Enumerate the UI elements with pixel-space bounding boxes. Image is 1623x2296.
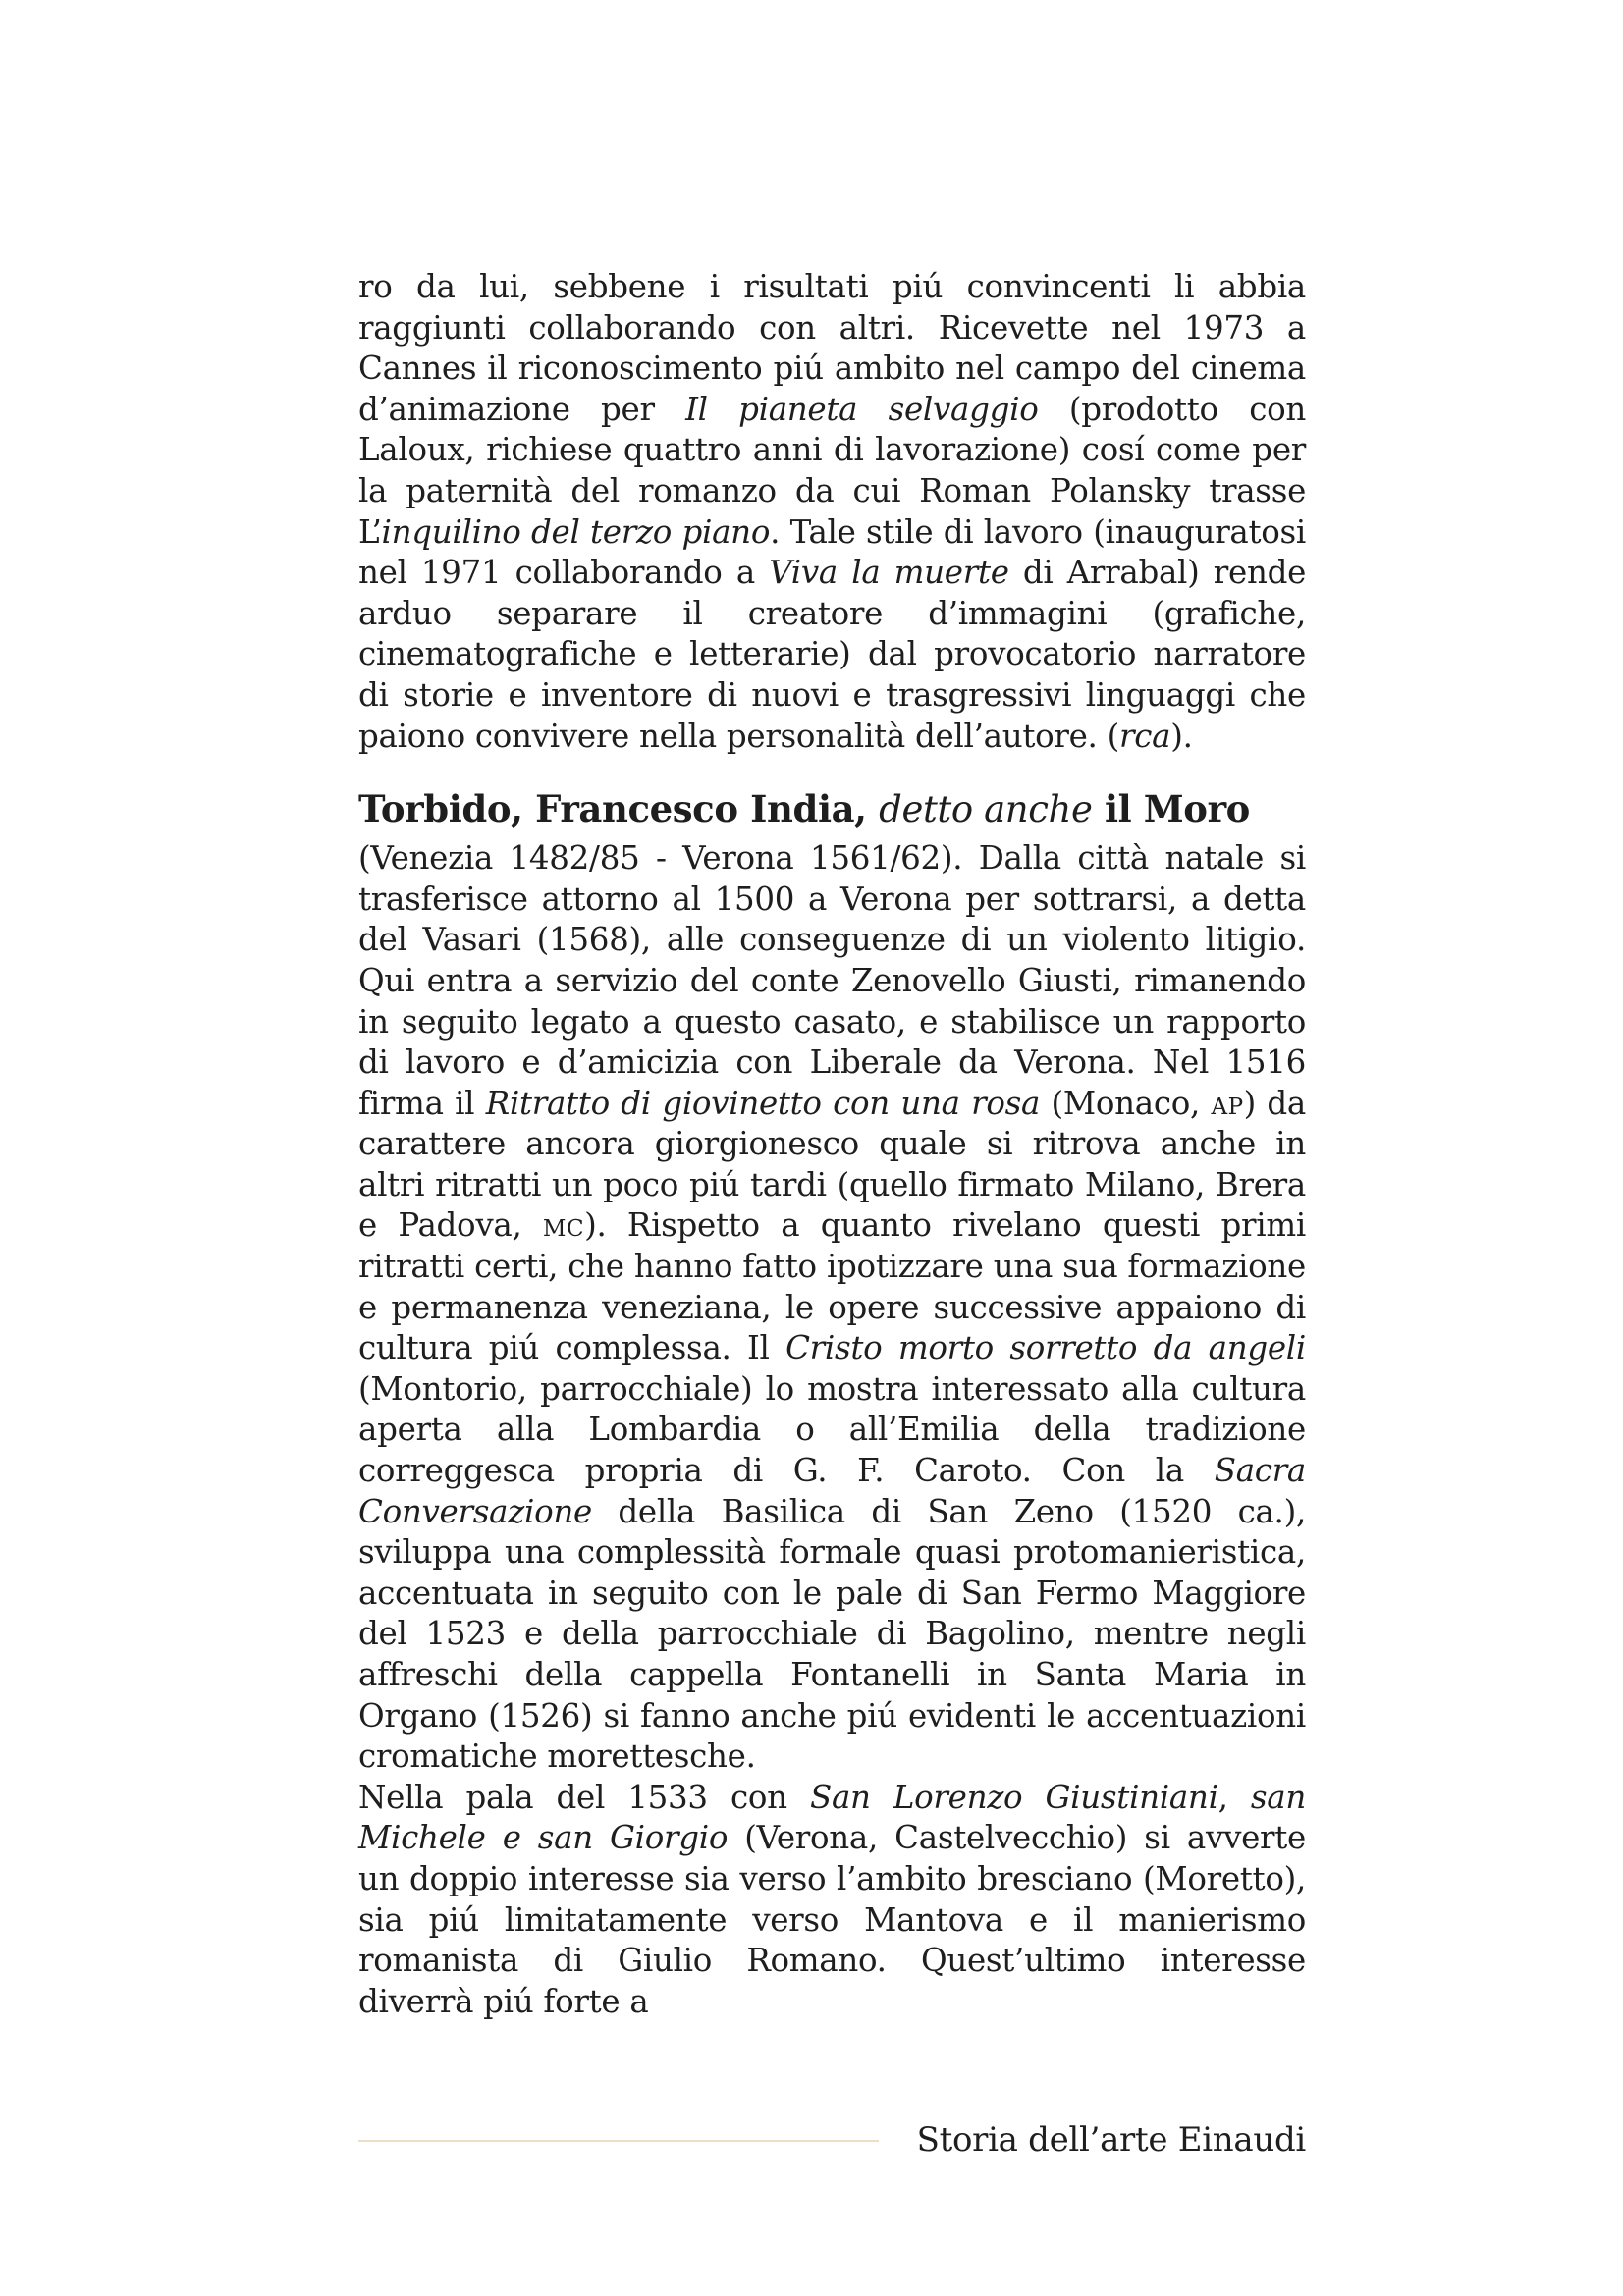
alias-label: detto anche <box>879 788 1093 831</box>
text-run: ). <box>1170 717 1193 755</box>
previous-entry-paragraph <box>358 267 1306 757</box>
entry-paragraph-1 <box>358 838 1306 1778</box>
work-title: Sacra Conversazione <box>358 1452 1306 1530</box>
work-title: San Lorenzo Giustiniani <box>809 1778 1218 1816</box>
text-run: (prodotto con Laloux, richiese quattro anni di lavorazione) cosí come per la paternità del romanzo da cui Roman Polansky trasse L’ <box>358 390 1306 551</box>
entry-paragraph-2 <box>358 1778 1306 2023</box>
text-run: Nella pala del 1533 con <box>358 1778 810 1816</box>
entry-heading <box>358 784 1306 834</box>
museum-abbreviation: ap <box>1211 1084 1244 1122</box>
text-run: . Tale stile di lavoro (inauguratosi nel 1971 collaborando a <box>358 512 1307 592</box>
page-footer <box>358 2115 1306 2164</box>
text-run: (Venezia 1482/85 - Verona 1561/62). Dalla città natale si trasferisce attorno al 1500 a Verona per sottrarsi, a detta del Vasari (1568), alle conseguenze di un violento litigio. Qui entra a servizio del conte Zenovello Giusti, rimanendo in seguito legato a questo casato, e stabilisce un rapporto di lavoro e d’amicizia con Liberale da Verona. Nel 1516 firma il <box>358 839 1306 1122</box>
artist-name: Torbido, Francesco India, <box>358 787 867 831</box>
text-run: (Verona, Castelvecchio) si avverte un doppio interesse sia verso l’ambito bresciano (Moretto), sia piú limitatamente verso Mantova e il manierismo romanista di Giulio Romano. Quest’ultimo interesse diverrà piú forte a <box>358 1819 1306 2020</box>
text-run: (Monaco, <box>1040 1084 1212 1122</box>
work-title: Cristo morto sorretto da angeli <box>785 1329 1306 1367</box>
text-run: (Montorio, parrocchiale) lo mostra interessato alla cultura aperta alla Lombardia o all’Emilia della tradizione correggesca propria di G. F. Caroto. Con la <box>358 1369 1306 1490</box>
footer-rule <box>358 2140 879 2142</box>
work-title: san Michele e san Giorgio <box>358 1778 1307 1857</box>
work-title: Viva la muerte <box>769 554 1009 592</box>
work-title: Ritratto di giovinetto con una rosa <box>485 1084 1041 1122</box>
author-initials: rca <box>1118 717 1171 755</box>
footer-title: Storia dell’arte Einaudi <box>916 2120 1306 2160</box>
work-title: inquilino del terzo piano <box>381 512 771 551</box>
text-run: ) da carattere ancora giorgionesco quale si ritrova anche in altri ritratti un poco piú tardi (quello firmato Milano, Brera e Padova, <box>358 1084 1306 1245</box>
text-run: di Arrabal) rende arduo separare il creatore d’immagini (grafiche, cinematografiche e letterarie) dal provocatorio narratore di storie e inventore di nuovi e trasgressivi linguaggi che paiono convivere nella personalità dell’autore. ( <box>358 554 1307 755</box>
text-run: ro da lui, sebbene i risultati piú convincenti li abbia raggiunti collaborando con altri. Ricevette nel 1973 a Cannes il riconoscimento piú ambito nel campo del cinema d’animazione per <box>358 268 1306 428</box>
text-run: , <box>1217 1778 1251 1816</box>
alias-name: il Moro <box>1104 787 1250 831</box>
work-title: Il pianeta selvaggio <box>685 390 1039 428</box>
text-run: della Basilica di San Zeno (1520 ca.), sviluppa una complessità formale quasi protomanieristica, accentuata in seguito con le pale di San Fermo Maggiore del 1523 e della parrocchiale di Bagolino, mentre negli affreschi della cappella Fontanelli in Santa Maria in Organo (1526) si fanno anche piú evidenti le accentuazioni cromatiche morettesche. <box>358 1492 1306 1776</box>
museum-abbreviation: mc <box>542 1206 585 1245</box>
text-run: ). Rispetto a quanto rivelano questi primi ritratti certi, che hanno fatto ipotizzare una sua formazione e permanenza veneziana, le opere successive appaiono di cultura piú complessa. Il <box>358 1206 1306 1367</box>
page-body <box>358 267 1306 2022</box>
